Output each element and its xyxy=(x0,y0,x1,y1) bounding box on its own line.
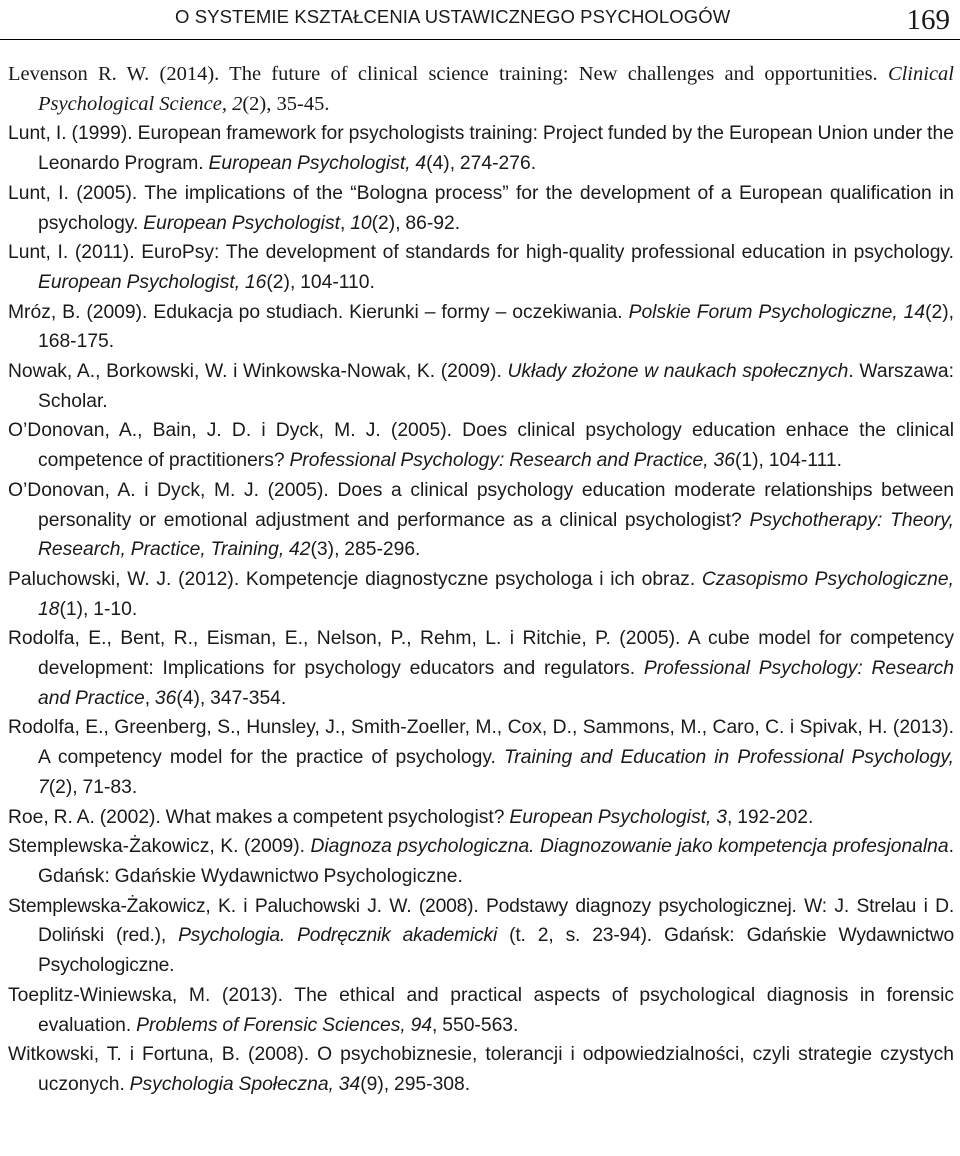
reference-italic-segment: Clinical Psychological Science, 2 xyxy=(38,63,954,115)
reference-entry xyxy=(8,981,954,1040)
reference-entry xyxy=(8,624,954,713)
reference-text-segment: (2), 168-175. xyxy=(38,301,954,353)
reference-italic-segment: Problems of Forensic Sciences, 94 xyxy=(136,1014,433,1036)
reference-text-segment: (4), 274-276. xyxy=(426,153,537,175)
reference-italic-segment: European Psychologist, 16 xyxy=(38,271,267,293)
reference-entry xyxy=(8,892,954,981)
reference-text-segment: Levenson R. W. (2014). The future of clinical science training: New challenges and opportunities. xyxy=(8,63,888,85)
reference-text-segment: (t. 2, s. 23-94). Gdańsk: Gdańskie Wydawnictwo Psychologiczne. xyxy=(38,925,955,977)
reference-italic-segment: Diagnoza psychologiczna. Diagnozowanie jako kompetencja profesjonalna xyxy=(310,836,949,858)
reference-text-segment: O’Donovan, A. i Dyck, M. J. (2005). Does a clinical psychology education moderate relationships between personality or emotional adjustment and performance as a clinical psychologist? xyxy=(8,479,954,531)
reference-italic-segment: European Psychologist xyxy=(143,212,340,234)
reference-entry xyxy=(8,416,954,475)
reference-text-segment: Rodolfa, E., Bent, R., Eisman, E., Nelson, P., Rehm, L. i Ritchie, P. (2005). A cube model for competency development: Implications for psychology educators and regulators. xyxy=(8,628,954,680)
reference-italic-segment: Professional Psychology: Research and Practice xyxy=(38,658,954,709)
reference-text-segment: (2), 86-92. xyxy=(371,212,461,234)
reference-text-segment: Roe, R. A. (2002). What makes a competent psychologist? xyxy=(8,806,510,828)
reference-entry xyxy=(8,803,954,833)
reference-italic-segment: 36 xyxy=(154,687,177,709)
reference-text-segment: Mróz, B. (2009). Edukacja po studiach. Kierunki – formy – oczekiwania. xyxy=(8,301,629,323)
reference-text-segment: Witkowski, T. i Fortuna, B. (2008). O psychobiznesie, tolerancji i odpowiedzialności, czyli strategie czystych uczonych. xyxy=(8,1044,954,1095)
reference-text-segment: , xyxy=(144,687,155,709)
reference-text-segment: (4), 347-354. xyxy=(176,687,287,709)
reference-text-segment: Nowak, A., Borkowski, W. i Winkowska-Nowak, K. (2009). xyxy=(8,361,508,383)
reference-italic-segment: Psychologia Społeczna, 34 xyxy=(129,1073,361,1095)
reference-list xyxy=(8,60,954,1100)
reference-text-segment: Lunt, I. (2005). The implications of the “Bologna process” for the development of a European qualification in psychology. xyxy=(8,182,954,234)
running-title: O SYSTEMIE KSZTAŁCENIA USTAWICZNEGO PSYCHOLOGÓW xyxy=(175,6,731,27)
reference-entry xyxy=(8,565,954,624)
reference-entry xyxy=(8,1040,954,1099)
reference-entry xyxy=(8,238,954,297)
reference-text-segment: . Gdańsk: Gdańskie Wydawnictwo Psychologiczne. xyxy=(38,836,954,887)
reference-italic-segment: European Psychologist, 3 xyxy=(509,806,727,828)
reference-text-segment: (1), 1-10. xyxy=(59,598,138,620)
page-header xyxy=(0,0,960,44)
reference-italic-segment: Training and Education in Professional Psychology, 7 xyxy=(38,747,954,798)
reference-italic-segment: Polskie Forum Psychologiczne, 14 xyxy=(628,301,926,323)
reference-text-segment: , 192-202. xyxy=(727,806,814,828)
reference-text-segment: , xyxy=(339,212,351,234)
reference-italic-segment: Psychologia. Podręcznik akademicki xyxy=(178,925,498,947)
reference-italic-segment: European Psychologist, 4 xyxy=(208,153,427,175)
reference-entry xyxy=(8,298,954,357)
reference-text-segment: Toeplitz-Winiewska, M. (2013). The ethical and practical aspects of psychological diagnosis in forensic evaluation. xyxy=(8,984,954,1036)
reference-entry xyxy=(8,476,954,565)
header-rule xyxy=(0,39,960,40)
reference-italic-segment: Professional Psychology: Research and Practice, 36 xyxy=(289,450,735,472)
reference-text-segment: (3), 285-296. xyxy=(310,539,421,561)
reference-text-segment: (2), 35-45. xyxy=(242,92,330,115)
reference-text-segment: (1), 104-111. xyxy=(734,450,842,472)
reference-entry xyxy=(8,179,954,238)
reference-text-segment: Rodolfa, E., Greenberg, S., Hunsley, J., Smith-Zoeller, M., Cox, D., Sammons, M., Caro, C. i Spivak, H. (2013). A competency model for the practice of psychology. xyxy=(8,717,954,769)
reference-italic-segment: Układy złożone w naukach społecznych xyxy=(507,361,849,383)
reference-text-segment: Lunt, I. (1999). European framework for psychologists training: Project funded by the European Union under the Leonardo Program. xyxy=(8,123,954,175)
reference-text-segment: Stemplewska-Żakowicz, K. (2009). xyxy=(8,836,311,858)
reference-text-segment: Stemplewska-Żakowicz, K. i Paluchowski J. W. (2008). Podstawy diagnozy psychologicznej. W: J. Strelau i D. Doliński (red.), xyxy=(8,895,954,947)
reference-text-segment: O’Donovan, A., Bain, J. D. i Dyck, M. J. (2005). Does clinical psychology education enhace the clinical competence of practitioners? xyxy=(8,420,954,472)
reference-entry xyxy=(8,119,954,178)
reference-entry xyxy=(8,357,954,416)
reference-text-segment: (9), 295-308. xyxy=(360,1073,471,1095)
page-number: 169 xyxy=(906,4,950,36)
reference-italic-segment: 10 xyxy=(350,212,372,234)
reference-text-segment: , 550-563. xyxy=(432,1014,519,1036)
reference-text-segment: . Warszawa: Scholar. xyxy=(38,361,955,412)
reference-entry xyxy=(8,713,954,802)
reference-entry xyxy=(8,60,954,119)
reference-italic-segment: Psychotherapy: Theory, Research, Practice, Training, 42 xyxy=(38,509,954,561)
reference-italic-segment: Czasopismo Psychologiczne, 18 xyxy=(38,568,954,620)
reference-text-segment: (2), 71-83. xyxy=(48,776,138,798)
reference-text-segment: Lunt, I. (2011). EuroPsy: The development of standards for high-quality professional education in psychology. xyxy=(8,242,954,264)
reference-text-segment: (2), 104-110. xyxy=(266,271,375,293)
reference-text-segment: Paluchowski, W. J. (2012). Kompetencje diagnostyczne psychologa i ich obraz. xyxy=(8,568,702,590)
reference-entry xyxy=(8,832,954,891)
